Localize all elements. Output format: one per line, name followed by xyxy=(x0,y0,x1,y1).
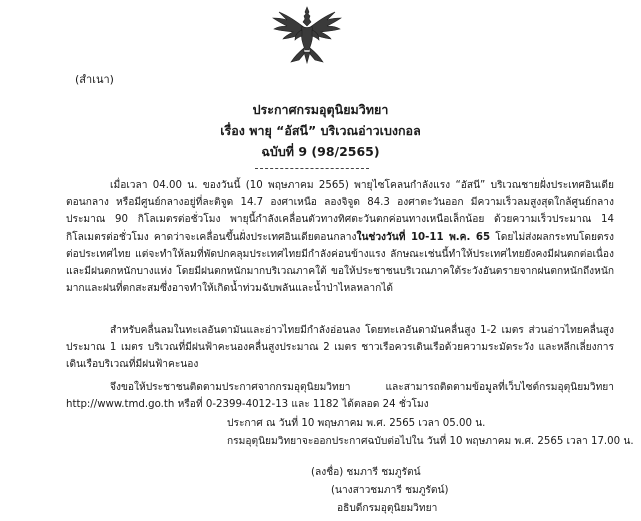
announced-at: ประกาศ ณ วันที่ 10 พฤษภาคม พ.ศ. 2565 เวลา 05.00 น. xyxy=(227,418,486,429)
paragraph-1-text-a: เมื่อเวลา 04.00 น. ของวันนี้ (10 พฤษภาคม 2565) พายุไซโคลนกำลังแรง “อัสนี” บริเวณชายฝั่งประเทศอินเดียตอนกลาง หรือมีศูนย์กลางอยู่ที่ละติจูด 14.7 องศาเหนือ ลองจิจูด 84.3 องศาตะวันออก มีความเร็วลมสูงสุดใกล้ศูนย์กลางประมาณ 90 กิโลเมตรต่อชั่วโมง พายุนี้กำลังเคลื่อนตัวทางทิศตะวันตกค่อนทางเหนือเล็กน้อย ด้วยความเร็วประมาณ 14 กิโลเมตรต่อชั่วโมง คาดว่าจะเคลื่อนขึ้นฝั่งประเทศอินเดียตอนกลาง xyxy=(66,180,614,243)
paragraph-1-text-b: โดยไม่ส่งผลกระทบโดยตรงต่อประเทศไทย แต่จะทำให้ลมที่พัดปกคลุมประเทศไทยมีกำลังค่อนข้างแรง ลักษณะเช่นนี้ทำให้ประเทศไทยยังคงมีฝนตกต่อเนื่องและมีฝนตกหนักบางแห่ง โดยมีฝนตกหนักมากบริเวณภาคใต้ ขอให้ประชาชนบริเวณภาคใต้ระวังอันตรายจากฝนตกหนักถึงหนักมากและฝนที่ตกสะสมซึ่งอาจทำให้เกิดน้ำท่วมฉับพลันและน้ำป่าไหลหลากได้ xyxy=(66,231,614,295)
paragraph-3-text: จึงขอให้ประชาชนติดตามประกาศจากกรมอุตุนิยมวิทยา และสามารถติดตามข้อมูลที่เว็บไซต์กรมอุตุนิยมวิทยา http://www.tmd.go.th หรือที่ 0-2399-4012-13 และ 1182 ได้ตลอด 24 ชั่วโมง xyxy=(66,382,614,411)
paragraph-1-highlight: ในช่วงวันที่ 10-11 พ.ค. 65 xyxy=(356,231,491,243)
next-bulletin: กรมอุตุนิยมวิทยาจะออกประกาศฉบับต่อไปใน วันที่ 10 พฤษภาคม พ.ศ. 2565 เวลา 17.00 น. xyxy=(227,436,634,447)
copy-label: (สำเนา) xyxy=(75,73,114,86)
paragraph-contact-info xyxy=(66,379,614,413)
signatory-name: (นางสาวชมภารี ชมภูรัตน์) xyxy=(331,485,449,496)
paragraph-2-text: สำหรับคลื่นลมในทะเลอันดามันและอ่าวไทยมีกำลังอ่อนลง โดยทะเลอันดามันคลื่นสูง 1-2 เมตร ส่วนอ่าวไทยคลื่นสูงประมาณ 1 เมตร บริเวณที่มีฝนฟ้าคะนองคลื่นสูงประมาณ 2 เมตร ชาวเรือควรเดินเรือด้วยความระมัดระวัง และหลีกเลี่ยงการเดินเรือบริเวณที่มีฝนฟ้าคะนอง xyxy=(66,325,614,371)
page-title: ประกาศกรมอุตุนิยมวิทยา xyxy=(252,102,389,117)
paragraph-sea-conditions xyxy=(66,322,614,374)
divider xyxy=(255,168,369,169)
signatory-position: อธิบดีกรมอุตุนิยมวิทยา xyxy=(337,503,438,514)
paragraph-storm-details xyxy=(66,177,614,297)
signature-line: (ลงชื่อ) ชมภารี ชมภูรัตน์ xyxy=(311,467,421,478)
subject-line: เรื่อง พายุ “อัสนี” บริเวณอ่าวเบงกอล xyxy=(220,123,421,138)
garuda-emblem-icon xyxy=(271,6,343,64)
issue-number: ฉบับที่ 9 (98/2565) xyxy=(261,144,380,159)
